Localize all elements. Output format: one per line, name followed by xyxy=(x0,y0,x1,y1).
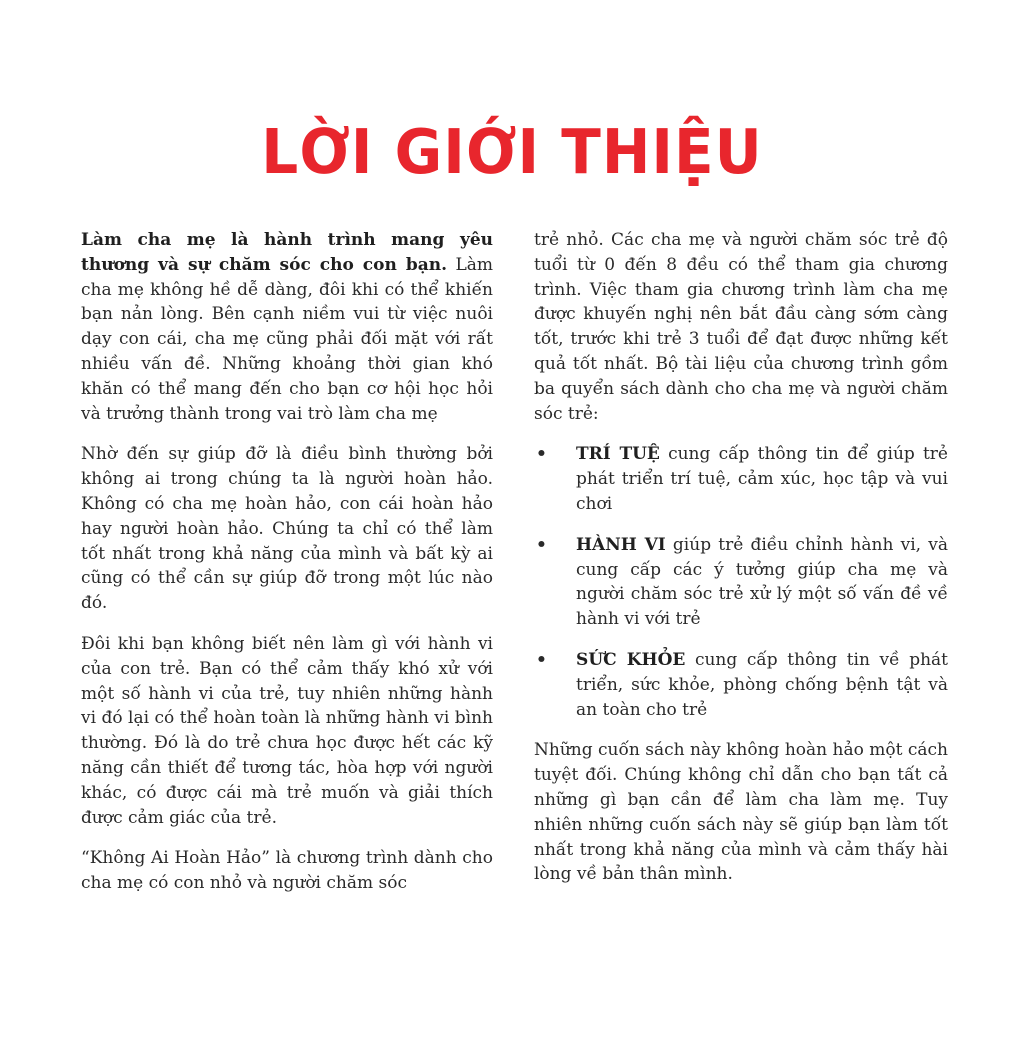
right-column xyxy=(534,228,948,903)
list-item-hanh-vi xyxy=(534,533,948,632)
help-paragraph: Nhờ đến sự giúp đỡ là điều bình thường bởi không ai trong chúng ta là người hoàn hảo. Không có cha mẹ hoàn hảo, con cái hoàn hảo hay người hoàn hảo. Chúng ta chỉ có thể làm tốt nhất trong khả năng của mình và bất kỳ ai cũng có thể cần sự giúp đỡ trong một lúc nào đó. xyxy=(81,444,493,614)
intro-text: Làm cha mẹ không hề dễ dàng, đôi khi có thể khiến bạn nản lòng. Bên cạnh niềm vui từ việc nuôi dạy con cái, cha mẹ cũng phải đối mặt với rất nhiều vấn đề. Những khoảng thời gian khó khăn có thể mang đến cho bạn cơ hội học hỏi và trưởng thành trong vai trò làm cha mẹ xyxy=(81,254,493,424)
behavior-paragraph: Đôi khi bạn không biết nên làm gì với hành vi của con trẻ. Bạn có thể cảm thấy khó xử với một số hành vi của trẻ, tuy nhiên những hành vi đó lại có thể hoàn toàn là những hành vi bình thường. Đó là do trẻ chưa học được hết các kỹ năng cần thiết để tương tác, hòa hợp với người khác, có được cái mà trẻ muốn và giải thích được cảm giác của trẻ. xyxy=(81,633,493,828)
list-item-tri-tue xyxy=(534,442,948,516)
list-item-suc-khoe xyxy=(534,648,948,722)
intro-paragraph xyxy=(81,228,493,426)
bullet-icon: • xyxy=(536,444,547,465)
book-desc-hanh-vi: giúp trẻ điều chỉnh hành vi, và cung cấp các ý tưởng giúp cha mẹ và người chăm sóc trẻ xử lý một số vấn đề về hành vi với trẻ xyxy=(576,534,948,630)
book-title-suc-khoe: SỨC KHỎE xyxy=(576,649,686,670)
book-title-hanh-vi: HÀNH VI xyxy=(576,534,666,555)
closing-paragraph: Những cuốn sách này không hoàn hảo một cách tuyệt đối. Chúng không chỉ dẫn cho bạn tất cả những gì bạn cần để làm cha làm mẹ. Tuy nhiên những cuốn sách này sẽ giúp bạn làm tốt nhất trong khả năng của mình và cảm thấy hài lòng về bản thân mình. xyxy=(534,740,948,885)
bullet-icon: • xyxy=(536,534,547,555)
program-continued-paragraph: trẻ nhỏ. Các cha mẹ và người chăm sóc trẻ độ tuổi từ 0 đến 8 đều có thể tham gia chương trình. Việc tham gia chương trình làm cha mẹ được khuyến nghị nên bắt đầu càng sớm càng tốt, trước khi trẻ 3 tuổi để đạt được những kết quả tốt nhất. Bộ tài liệu của chương trình gồm ba quyển sách dành cho cha mẹ và người chăm sóc trẻ: xyxy=(534,230,948,424)
left-column xyxy=(81,228,493,912)
intro-bold-lead: Làm cha mẹ là hành trình mang yêu thương và sự chăm sóc cho con bạn. xyxy=(81,230,493,275)
book-title-tri-tue: TRÍ TUỆ xyxy=(576,444,660,465)
book-list xyxy=(534,442,948,722)
program-paragraph: “Không Ai Hoàn Hảo” là chương trình dành cho cha mẹ có con nhỏ và người chăm sóc xyxy=(81,848,493,894)
book-desc-tri-tue: cung cấp thông tin để giúp trẻ phát triển trí tuệ, cảm xúc, học tập và vui chơi xyxy=(576,444,948,514)
page-title: LỜI GIỚI THIỆU xyxy=(261,115,763,189)
book-desc-suc-khoe: cung cấp thông tin về phát triển, sức khỏe, phòng chống bệnh tật và an toàn cho trẻ xyxy=(576,649,949,720)
bullet-icon: • xyxy=(536,649,547,670)
